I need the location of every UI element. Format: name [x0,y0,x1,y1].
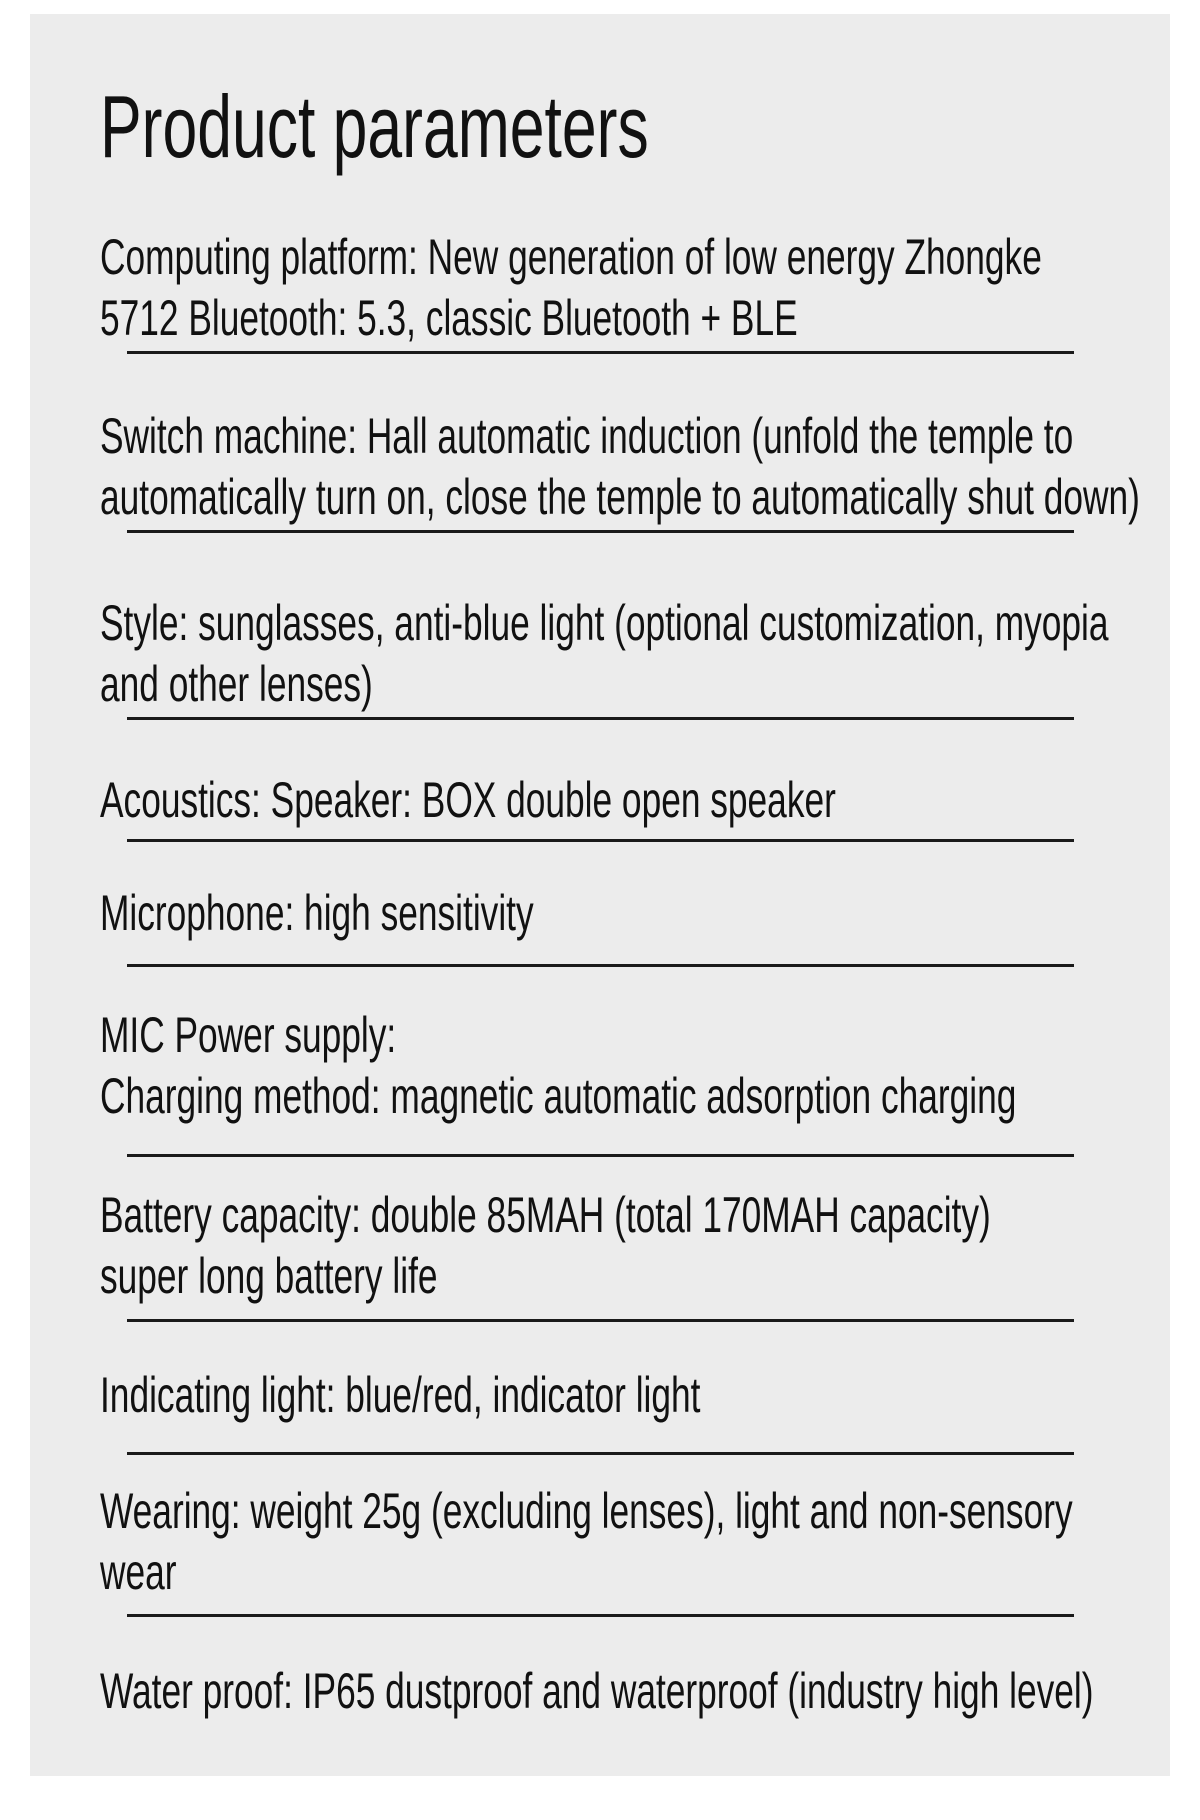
spec-line: Switch machine: Hall automatic induction (unfold the temple to [100,408,1074,464]
spec-line: Charging method: magnetic automatic adsorption charging [100,1068,1017,1124]
spec-section-switch-machine [100,406,1170,528]
spec-line: Acoustics: Speaker: BOX double open speaker [100,772,836,828]
section-divider [127,351,1074,354]
spec-line: Computing platform: New generation of low energy Zhongke [100,229,1042,285]
spec-line: Water proof: IP65 dustproof and waterproof (industry high level) [100,1663,1094,1719]
spec-section-water-proof [100,1661,1170,1722]
spec-section-mic-power-supply [100,1005,1170,1127]
section-divider [127,530,1074,533]
page-title: Product parameters [100,77,649,176]
spec-section-indicating-light [100,1365,1170,1426]
section-divider [127,1614,1074,1617]
section-divider [127,839,1074,842]
section-divider [127,1452,1074,1455]
spec-line: Microphone: high sensitivity [100,885,534,941]
spec-line: and other lenses) [100,656,373,712]
spec-line: wear [100,1544,177,1600]
panel-content [30,14,1170,1722]
section-divider [127,1319,1074,1322]
spec-line: Indicating light: blue/red, indicator light [100,1367,701,1423]
product-parameters-panel [30,14,1170,1776]
section-divider [127,717,1074,720]
spec-section-style [100,593,1170,715]
section-divider [127,964,1074,967]
spec-line: MIC Power supply: [100,1007,397,1063]
spec-line: super long battery life [100,1248,438,1304]
spec-section-acoustics [100,770,1170,831]
spec-line: 5712 Bluetooth: 5.3, classic Bluetooth + BLE [100,290,798,346]
spec-section-battery-capacity [100,1185,1170,1307]
spec-line: automatically turn on, close the temple to automatically shut down) [100,469,1140,525]
spec-line: Style: sunglasses, anti-blue light (optional customization, myopia [100,595,1109,651]
section-divider [127,1154,1074,1157]
spec-line: Wearing: weight 25g (excluding lenses), light and non-sensory [100,1483,1073,1539]
spec-section-computing-platform [100,227,1170,349]
spec-section-wearing [100,1481,1170,1603]
spec-section-microphone [100,883,1170,944]
spec-line: Battery capacity: double 85MAH (total 170MAH capacity) [100,1187,991,1243]
